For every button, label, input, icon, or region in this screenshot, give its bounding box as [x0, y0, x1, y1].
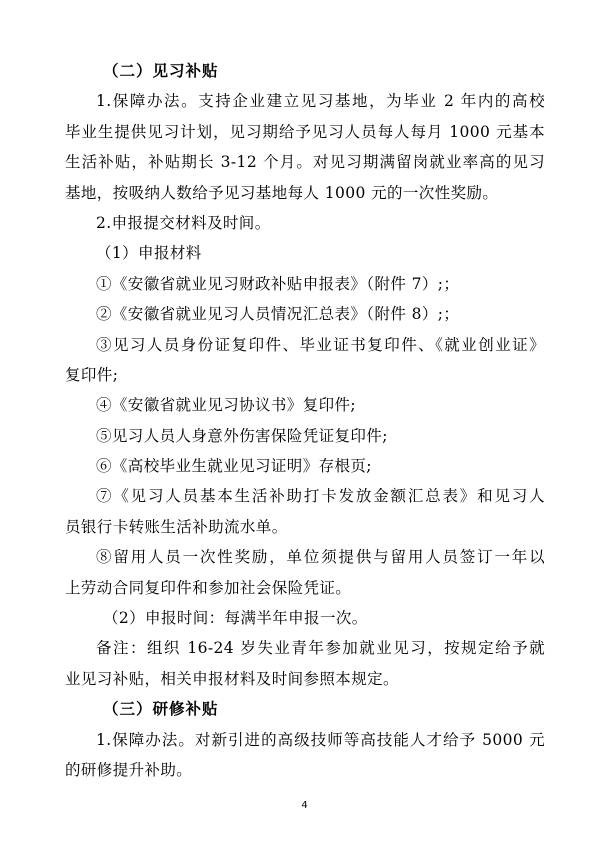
material-item: ②《安徽省就业见习人员情况汇总表》（附件 8）;； — [96, 305, 460, 324]
section-heading-training-subsidy: （三）研修补贴 — [103, 700, 219, 719]
note-paragraph — [65, 633, 545, 694]
paragraph-guarantee-measures — [65, 86, 545, 208]
materials-list — [65, 269, 545, 603]
text-line: 生活补贴，补贴期长 3-12 个月。对见习期满留岗就业率高的见习 — [65, 153, 545, 172]
subitem-title-materials: （1）申报材料 — [96, 244, 202, 263]
text-line: 1.保障办法。对新引进的高级技师等高技能人才给予 5000 元 — [96, 730, 545, 749]
material-item-continued: 上劳动合同复印件和参加社会保险凭证。 — [65, 578, 352, 597]
text-line: 毕业生提供见习计划，见习期给予见习人员每人每月 1000 元基本 — [65, 122, 545, 141]
section-heading-internship-subsidy: （二）见习补贴 — [103, 62, 219, 80]
material-item-continued: 复印件; — [65, 365, 119, 384]
document-body — [65, 56, 545, 785]
material-item: ④《安徽省就业见习协议书》复印件; — [96, 396, 357, 415]
material-item: ⑥《高校毕业生就业见习证明》存根页; — [96, 457, 372, 476]
item-title-materials-and-time: 2.申报提交材料及时间。 — [96, 213, 271, 232]
material-item: ⑤见习人员人身意外伤害保险凭证复印件; — [96, 426, 388, 445]
text-line: 业见习补贴，相关申报材料及时间参照本规定。 — [65, 669, 399, 688]
text-line: 的研修提升补助。 — [65, 760, 193, 779]
material-item-continued: 员银行卡转账生活补助流水单。 — [65, 517, 288, 536]
text-line: 备注：组织 16-24 岁失业青年参加就业见习，按规定给予就 — [96, 639, 545, 658]
text-line: 1.保障办法。支持企业建立见习基地，为毕业 2 年内的高校 — [96, 92, 545, 111]
subitem-application-time: （2）申报时间：每满半年申报一次。 — [103, 609, 368, 628]
paragraph-training-guarantee — [65, 725, 545, 786]
material-item: ⑦《见习人员基本生活补助打卡发放金额汇总表》和见习人 — [96, 487, 545, 506]
text-line: 基地，按吸纳人数给予见习基地每人 1000 元的一次性奖励。 — [65, 183, 499, 202]
material-item: ①《安徽省就业见习财政补贴申报表》（附件 7）;； — [96, 274, 460, 293]
material-item: ⑧留用人员一次性奖励，单位须提供与留用人员签订一年以 — [96, 548, 545, 567]
page-number: 4 — [301, 800, 308, 811]
material-item: ③见习人员身份证复印件、毕业证书复印件、《就业创业证》 — [96, 335, 545, 354]
